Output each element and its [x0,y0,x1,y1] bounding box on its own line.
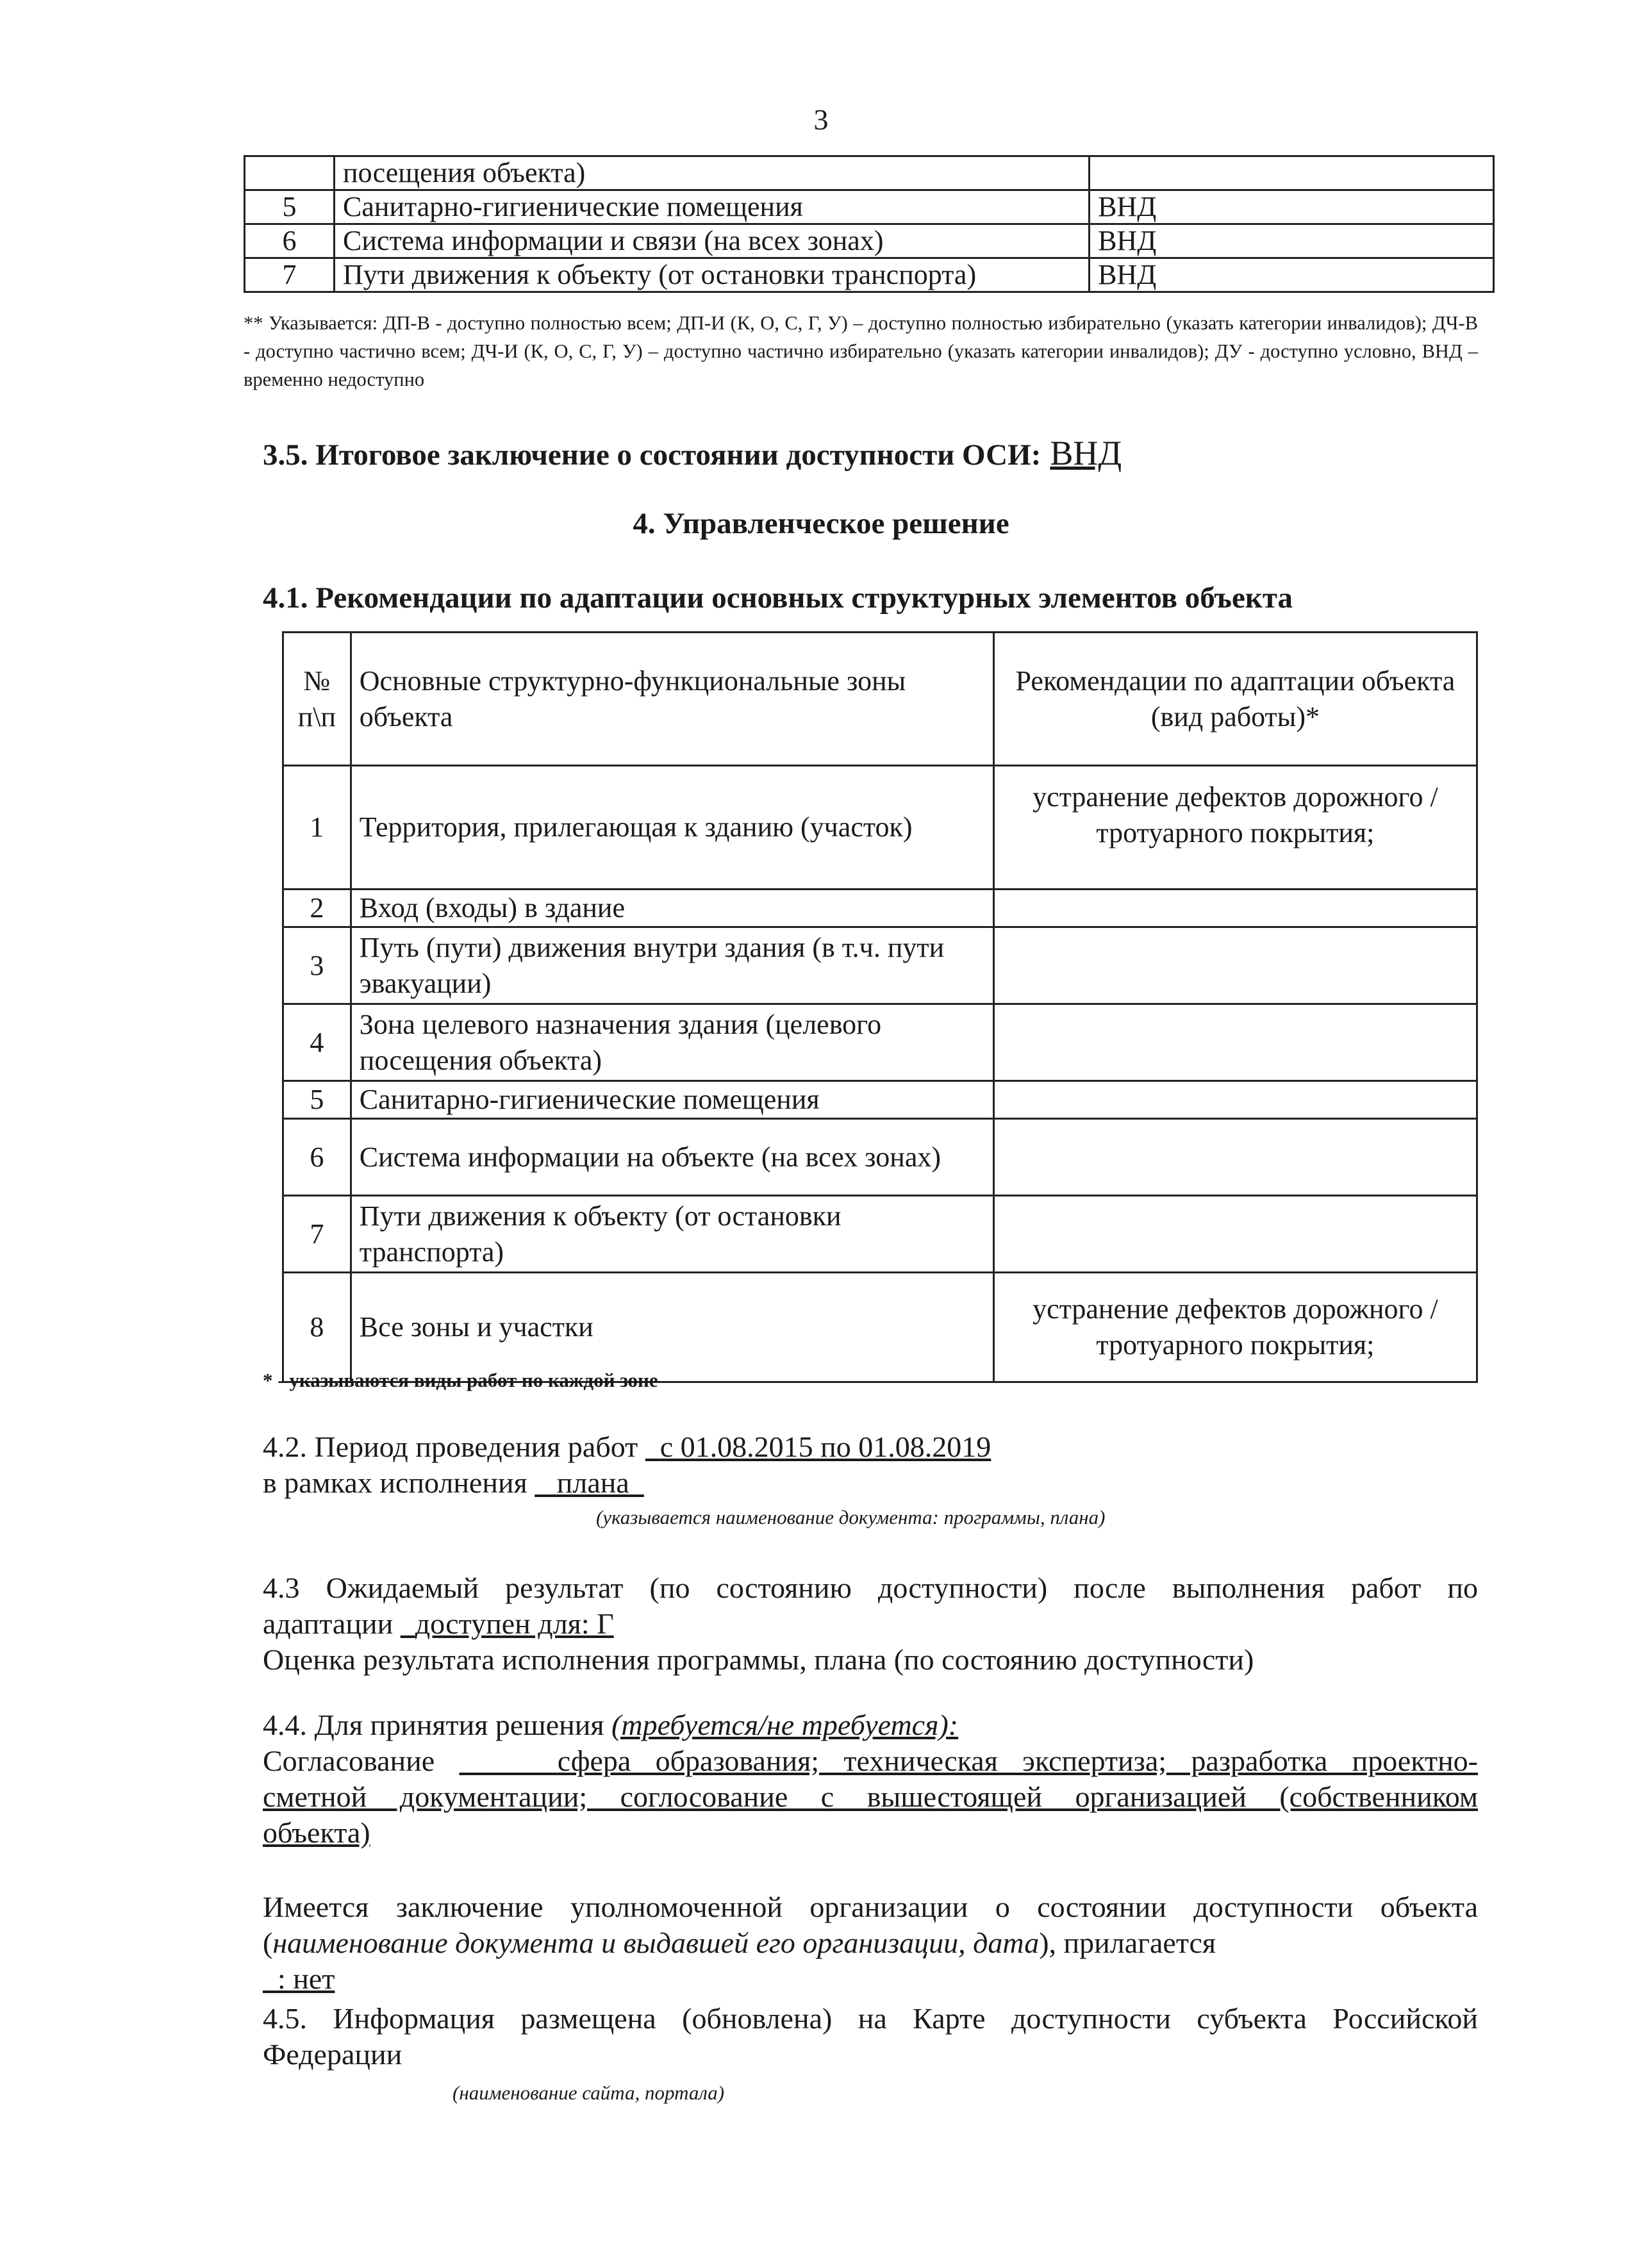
row-number: 6 [245,224,335,258]
availability-legend-footnote: ** Указывается: ДП-В - доступно полностью всем; ДП-И (К, О, С, Г, У) – доступно полностью избирательно (указать категории инвалидов); ДЧ-В - доступно частично всем; ДЧ-И (К, О, С, Г, У) – доступно частично избирательно (указать категории инвалидов); ДУ - доступно условно, ВНД – временно недоступно [244,312,1478,390]
section-4-2 [263,1429,1478,1501]
adaptation-label: адаптации [263,1607,394,1640]
final-conclusion-heading [263,433,1122,473]
adaptation-line [263,1606,1478,1642]
execution-label: в рамках исполнения [263,1466,527,1499]
conclusion-line-1: Имеется заключение уполномоченной организации о состоянии доступности объекта [263,1891,1478,1923]
table-row [245,190,1494,224]
zone-name: Вход (входы) в здание [351,890,993,927]
row-number: 4 [283,1004,351,1081]
zone-name: Пути движения к объекту (от остановки транспорта) [351,1196,993,1273]
availability-table [244,155,1495,293]
recommendation [993,927,1477,1004]
row-number: 1 [283,766,351,890]
row-number: 3 [283,927,351,1004]
decision-option: (требуется/не требуется): [611,1709,959,1741]
recommendation [993,1196,1477,1273]
table-row [283,890,1477,927]
zone-name: Санитарно-гигиенические помещения [351,1081,993,1119]
execution-value: плана [556,1466,629,1499]
final-conclusion-value: ВНД [1050,434,1122,472]
recommendation: устранение дефектов дорожного / тротуарного покрытия; [993,1273,1477,1382]
agreement-value-1: сфера образования; техническая экспертиза; разработка проектно- [557,1744,1479,1777]
row-number: 6 [283,1119,351,1196]
availability-status: ВНД [1090,224,1494,258]
agreement-value-3: объекта) [263,1816,370,1849]
section-4-5 [263,2001,1478,2073]
table-row [245,224,1494,258]
row-number: 7 [245,258,335,292]
table-row [283,1119,1477,1196]
recommendation [993,890,1477,927]
table-row [283,1273,1477,1382]
zone-name: Территория, прилегающая к зданию (участок) [351,766,993,890]
conclusion-document-hint: наименование документа и выдавшей его организации, дата [272,1926,1040,1959]
table-row [245,156,1494,190]
table-row [283,1004,1477,1081]
zone-name: Путь (пути) движения внутри здания (в т.ч. пути эвакуации) [351,927,993,1004]
recommendation [993,1081,1477,1119]
availability-status: ВНД [1090,258,1494,292]
table-row [283,766,1477,890]
zone-name: Пути движения к объекту (от остановки транспорта) [335,258,1090,292]
table-row [245,258,1494,292]
conclusion-line-3: : нет [278,1962,335,1995]
table-header-row [283,633,1477,766]
expected-result-line: 4.3 Ожидаемый результат (по состоянию доступности) после выполнения работ по [263,1571,1478,1604]
agreement-value-2: сметной документации; соглосование с вышестоящей организацией (собственником [263,1780,1478,1813]
map-info-line-2: Федерации [263,2038,402,2071]
recommendations-table [282,631,1478,1383]
zone-name: Система информации и связи (на всех зонах) [335,224,1090,258]
final-conclusion-label: 3.5. Итоговое заключение о состоянии доступности ОСИ: [263,438,1041,472]
zone-name: Зона целевого назначения здания (целевого посещения объекта) [351,1004,993,1081]
recommendation [993,1119,1477,1196]
work-period-value: с 01.08.2015 по 01.08.2019 [659,1430,991,1463]
section-4-1-title: 4.1. Рекомендации по адаптации основных структурных элементов объекта [263,581,1293,615]
execution-line [263,1465,1478,1501]
row-number: 2 [283,890,351,927]
table-row [283,927,1477,1004]
document-name-hint: (указывается наименование документа: программы, плана) [596,1506,1106,1528]
header-zone: Основные структурно-функциональные зоны объекта [351,633,993,766]
decision-label: 4.4. Для принятия решения [263,1709,604,1741]
header-recommendation: Рекомендации по адаптации объекта (вид работы)* [993,633,1477,766]
agreement-line-1 [263,1743,1478,1779]
header-number-label: п\п [297,700,336,733]
zone-name: Система информации на объекте (на всех зонах) [351,1119,993,1196]
work-types-footnote: * - указываются виды работ по каждой зоне [263,1369,658,1391]
availability-status: ВНД [1090,190,1494,224]
recommendation: устранение дефектов дорожного / тротуарного покрытия; [993,766,1477,890]
section-4-3 [263,1570,1478,1678]
decision-line [263,1707,1478,1743]
result-assessment-line: Оценка результата исполнения программы, плана (по состоянию доступности) [263,1643,1254,1676]
adaptation-value: доступен для: Г [415,1607,614,1640]
work-period-label: 4.2. Период проведения работ [263,1430,638,1463]
row-number: 5 [283,1081,351,1119]
agreement-label: Согласование [263,1744,435,1777]
page-number: 3 [813,103,829,136]
table-row [283,1196,1477,1273]
work-period-line [263,1429,1478,1465]
conclusion-block [263,1889,1478,1997]
recommendation [993,1004,1477,1081]
availability-status [1090,156,1494,190]
row-number: 5 [245,190,335,224]
table-row [283,1081,1477,1119]
conclusion-line-2: (наименование документа и выдавшей его организации, дата), прилагается [263,1926,1216,1959]
zone-name: Санитарно-гигиенические помещения [335,190,1090,224]
header-number [283,633,351,766]
row-number: 8 [283,1273,351,1382]
section-4-4 [263,1707,1478,1851]
row-number: 7 [283,1196,351,1273]
header-number-symbol: № [303,665,331,697]
zone-name: Все зоны и участки [351,1273,993,1382]
site-name-hint: (наименование сайта, портала) [452,2082,725,2104]
section-4-title: 4. Управленческое решение [633,507,1009,540]
zone-name: посещения объекта) [335,156,1090,190]
map-info-line-1: 4.5. Информация размещена (обновлена) на Карте доступности субъекта Российской [263,2002,1478,2035]
row-number [245,156,335,190]
